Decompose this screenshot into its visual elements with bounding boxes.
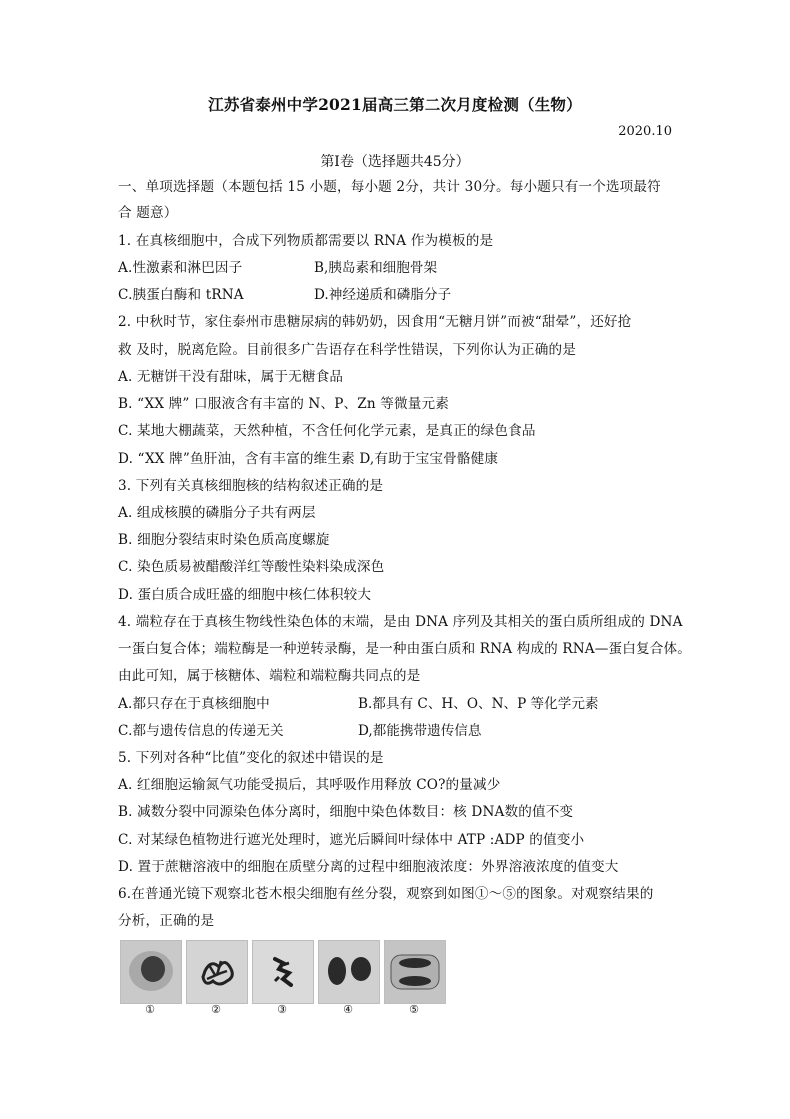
q2-stem-line-2: 救 及时，脱离危险。目前很多广告语存在科学性错误，下列你认为正确的是 [118, 342, 577, 358]
q4-option-d: D,都能携带遗传信息 [358, 723, 482, 739]
interphase-cell-image [121, 941, 181, 1003]
q6-stem-line-1: 6.在普通光镜下观察北苍木根尖细胞有丝分裂，观察到如图①～⑤的图象。对观察结果的 [118, 886, 654, 902]
q1-option-c: C.胰蛋白酶和 tRNA [118, 287, 244, 303]
q5-option-a: A. 红细胞运输氮气功能受损后，其呼吸作用释放 CO?的量减少 [118, 777, 501, 793]
micrograph-panel-5 [384, 940, 446, 1004]
q1-stem: 1. 在真核细胞中，合成下列物质都需要以 RNA 作为模板的是 [118, 233, 494, 249]
q1-option-d: D.神经递质和磷脂分子 [314, 287, 452, 303]
q2-stem-line-1: 2. 中秋时节，家住泰州市患糖尿病的韩奶奶，因食用“无糖月饼”而被“甜晕”，还好抢 [118, 314, 632, 330]
q5-stem: 5. 下列对各种“比值”变化的叙述中错误的是 [118, 750, 384, 766]
q2-option-b: B. “XX 牌” 口服液含有丰富的 N、P、Zn 等微量元素 [118, 396, 449, 412]
section-heading: 第Ⅰ卷（选择题共45分） [320, 154, 470, 170]
q2-option-a: A. 无糖饼干没有甜味，属于无糖食品 [118, 369, 344, 385]
q4-stem-line-1: 4. 端粒存在于真核生物线性染色体的末端，是由 DNA 序列及其相关的蛋白质所组成的 DNA [118, 614, 683, 630]
micrograph-label-1: ① [145, 1003, 155, 1016]
micrograph-label-5: ⑤ [409, 1003, 419, 1016]
micrograph-panel-2 [186, 940, 248, 1004]
micrograph-panel-1 [120, 940, 182, 1004]
q4-option-b: B.都具有 C、H、O、N、P 等化学元素 [358, 696, 599, 712]
q3-option-d: D. 蛋白质合成旺盛的细胞中核仁体积较大 [118, 587, 372, 603]
q5-option-c: C. 对某绿色植物进行遮光处理时，遮光后瞬间叶绿体中 ATP :ADP 的值变小 [118, 832, 585, 848]
anaphase-cell-image [319, 941, 379, 1003]
q6-stem-line-2: 分析，正确的是 [118, 913, 215, 929]
q3-option-a: A. 组成核膜的磷脂分子共有两层 [118, 505, 316, 521]
q3-stem: 3. 下列有关真核细胞核的结构叙述正确的是 [118, 478, 384, 494]
q1-option-b: B,胰岛素和细胞骨架 [314, 260, 438, 276]
metaphase-cell-image [253, 941, 313, 1003]
exam-date: 2020.10 [618, 124, 672, 139]
q2-option-d: D. “XX 牌”鱼肝油，含有丰富的维生素 D,有助于宝宝骨骼健康 [118, 451, 499, 467]
instructions-line-1: 一、单项选择题（本题包括 15 小题，每小题 2分，共计 30分。每小题只有一个选项最符 [118, 179, 661, 195]
q4-stem-line-3: 由此可知，属于核糖体、端粒和端粒酶共同点的是 [118, 668, 421, 684]
q2-option-c: C. 某地大棚蔬菜，天然种植，不含任何化学元素，是真正的绿色食品 [118, 423, 536, 439]
micrograph-panel-3 [252, 940, 314, 1004]
q1-option-a: A.性激素和淋巴因子 [118, 260, 243, 276]
q4-stem-line-2: 一蛋白复合体；端粒酶是一种逆转录酶，是一种由蛋白质和 RNA 构成的 RNA—蛋白复合体。 [118, 641, 691, 657]
q3-option-b: B. 细胞分裂结束时染色质高度螺旋 [118, 532, 330, 548]
q4-option-c: C.都与遗传信息的传递无关 [118, 723, 284, 739]
telophase-cell-image [385, 941, 445, 1003]
q4-option-a: A.都只存在于真核细胞中 [118, 696, 270, 712]
mitosis-micrograph-figure [120, 940, 445, 1014]
instructions-line-2: 合 题意） [118, 205, 178, 221]
q5-option-d: D. 置于蔗糖溶液中的细胞在质壁分离的过程中细胞液浓度：外界溶液浓度的值变大 [118, 859, 619, 875]
micrograph-label-2: ② [211, 1003, 221, 1016]
q5-option-b: B. 减数分裂中同源染色体分离时，细胞中染色体数目：核 DNA数的值不变 [118, 804, 574, 820]
prophase-cell-image [187, 941, 247, 1003]
micrograph-panel-4 [318, 940, 380, 1004]
page-title: 江苏省泰州中学2021届高三第二次月度检测（生物） [208, 95, 582, 114]
q3-option-c: C. 染色质易被醋酸洋红等酸性染料染成深色 [118, 559, 385, 575]
micrograph-label-4: ④ [343, 1003, 353, 1016]
micrograph-label-3: ③ [277, 1003, 287, 1016]
